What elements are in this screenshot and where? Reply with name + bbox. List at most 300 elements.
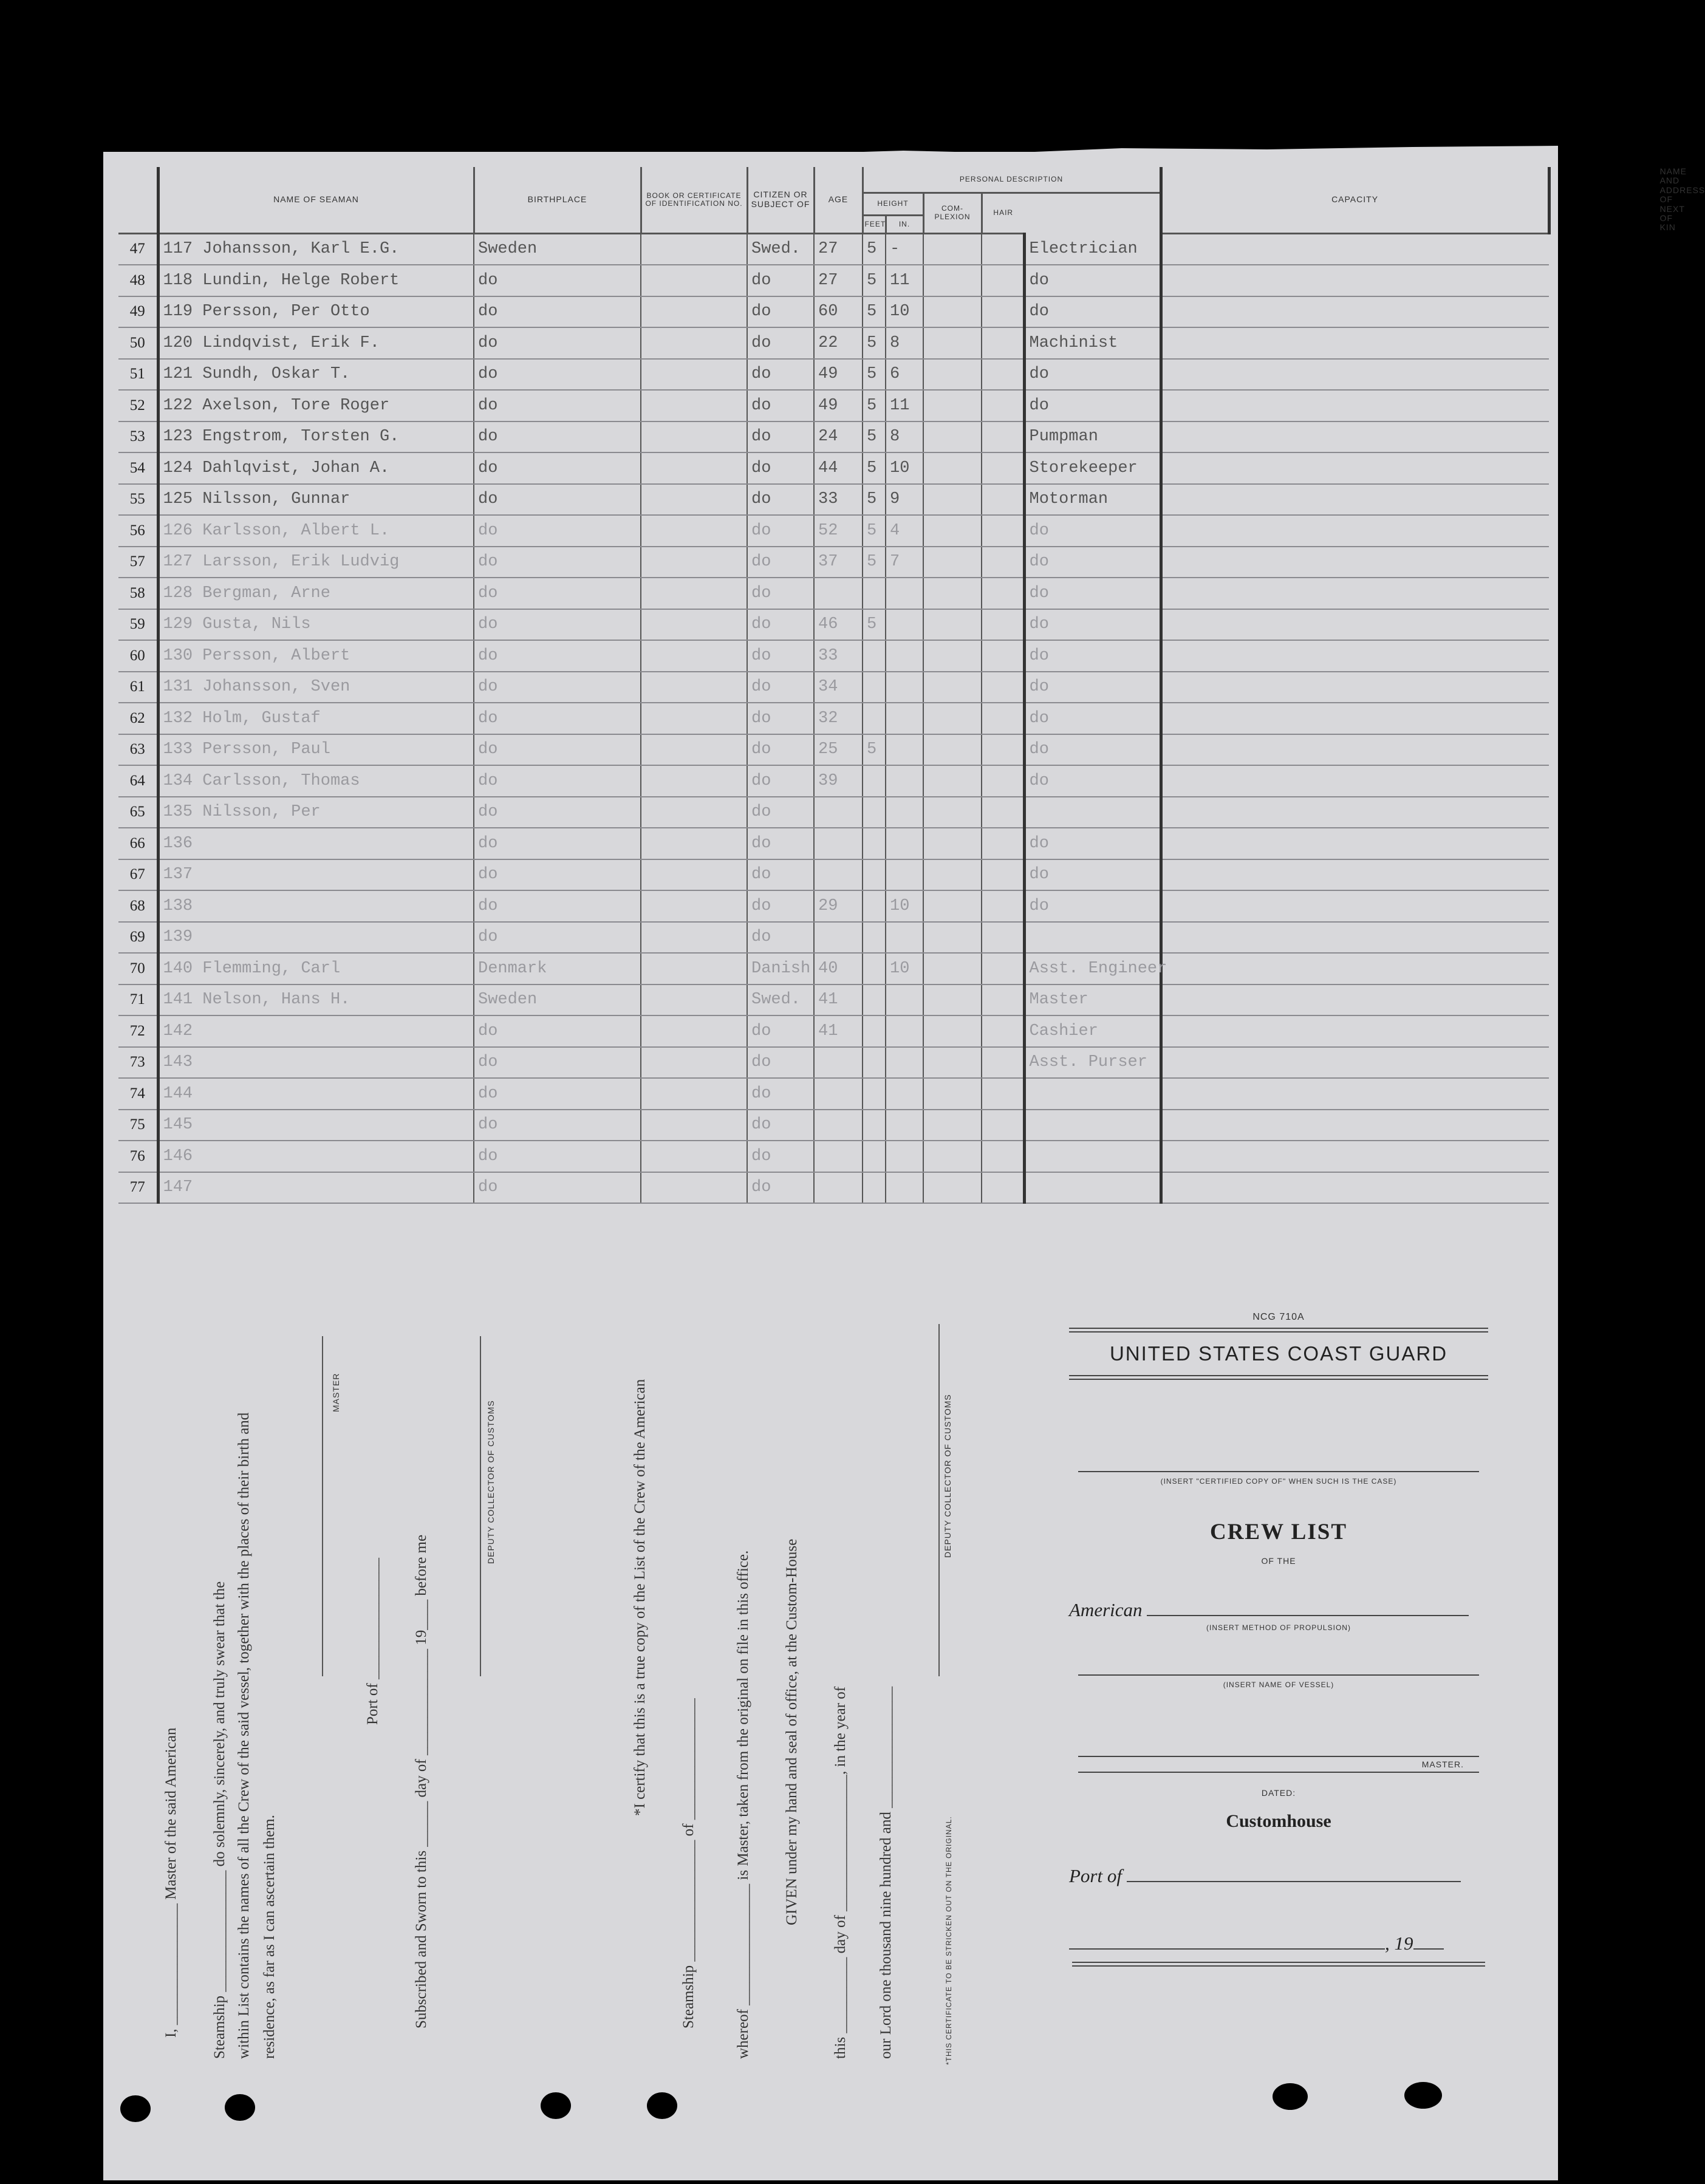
seaman-name: 125 Nilsson, Gunnar: [158, 484, 474, 516]
height-feet-cell: [863, 640, 886, 672]
table-row: [118, 327, 1549, 359]
citizen-cell: do: [747, 547, 814, 578]
certify-line-5: this __________ day of __________________, in the year of: [832, 1686, 849, 2059]
punch-hole: [120, 2095, 151, 2122]
table-row: [118, 484, 1549, 516]
age-cell: [814, 1047, 863, 1079]
height-feet-cell: [863, 1015, 886, 1047]
capacity-cell: Motorman: [1024, 484, 1161, 516]
age-cell: [814, 922, 863, 954]
hair-cell: [982, 515, 1024, 547]
age-cell: 27: [814, 265, 863, 296]
row-number: 56: [118, 515, 158, 547]
age-cell: 40: [814, 953, 863, 985]
row-number: 63: [118, 734, 158, 766]
table-row: [118, 828, 1549, 859]
height-inches-cell: 4: [886, 515, 923, 547]
capacity-cell: do: [1024, 734, 1161, 766]
punch-hole: [647, 2092, 677, 2119]
book-number-cell: [641, 859, 747, 891]
birthplace-cell: do: [474, 1047, 641, 1079]
capacity-cell: do: [1024, 547, 1161, 578]
seaman-name: 122 Axelson, Tore Roger: [158, 390, 474, 421]
complexion-cell: [923, 578, 982, 609]
complexion-cell: [923, 1078, 982, 1110]
table-row: [118, 1078, 1549, 1110]
year-label: , 19: [1385, 1933, 1413, 1954]
citizen-cell: do: [747, 452, 814, 484]
height-feet-cell: [863, 890, 886, 922]
deputy-label-1: DEPUTY COLLECTOR OF CUSTOMS: [486, 1400, 496, 1564]
table-row: [118, 1172, 1549, 1204]
certify-line-3: whereof ________________ is Master, taken from the original on file in this office.: [735, 1550, 751, 2059]
age-cell: 52: [814, 515, 863, 547]
height-feet-cell: 5: [863, 515, 886, 547]
table-row: [118, 1141, 1549, 1172]
height-inches-cell: [886, 797, 923, 828]
height-inches-cell: [886, 922, 923, 954]
seaman-name: 141 Nelson, Hans H.: [158, 985, 474, 1016]
capacity-cell: do: [1024, 672, 1161, 703]
height-feet-cell: [863, 922, 886, 954]
birthplace-cell: do: [474, 922, 641, 954]
age-cell: 60: [814, 296, 863, 328]
row-number: 51: [118, 359, 158, 391]
height-feet-cell: 5: [863, 734, 886, 766]
birthplace-cell: do: [474, 828, 641, 859]
customhouse-label: Customhouse: [1226, 1811, 1331, 1831]
complexion-cell: [923, 859, 982, 891]
punch-hole: [541, 2092, 571, 2119]
citizen-cell: do: [747, 1172, 814, 1204]
hair-cell: [982, 421, 1024, 453]
citizen-cell: do: [747, 734, 814, 766]
book-number-cell: [641, 672, 747, 703]
row-number: 68: [118, 890, 158, 922]
seaman-name: 118 Lundin, Helge Robert: [158, 265, 474, 296]
height-feet-cell: [863, 703, 886, 734]
capacity-cell: Pumpman: [1024, 421, 1161, 453]
height-feet-cell: [863, 953, 886, 985]
citizen-cell: do: [747, 1015, 814, 1047]
row-number: 67: [118, 859, 158, 891]
height-inches-cell: [886, 1110, 923, 1141]
seaman-name: 128 Bergman, Arne: [158, 578, 474, 609]
hair-cell: [982, 359, 1024, 391]
hair-cell: [982, 1110, 1024, 1141]
seaman-name: 117 Johansson, Karl E.G.: [158, 233, 474, 265]
capacity-cell: Master: [1024, 985, 1161, 1016]
seaman-name: 147: [158, 1172, 474, 1204]
capacity-cell: Asst. Purser: [1024, 1047, 1161, 1079]
book-number-cell: [641, 1172, 747, 1204]
row-number: 62: [118, 703, 158, 734]
header-feet: FEET: [863, 215, 886, 233]
book-number-cell: [641, 359, 747, 391]
seaman-name: 145: [158, 1110, 474, 1141]
hair-cell: [982, 1015, 1024, 1047]
hair-cell: [982, 672, 1024, 703]
height-feet-cell: 5: [863, 296, 886, 328]
cover-panel: [1069, 1312, 1488, 1967]
age-cell: [814, 578, 863, 609]
table-row: [118, 890, 1549, 922]
next-of-kin-cell: [1161, 672, 1549, 703]
complexion-cell: [923, 296, 982, 328]
next-of-kin-cell: [1161, 922, 1549, 954]
table-row: [118, 953, 1549, 985]
height-inches-cell: 8: [886, 327, 923, 359]
row-number: 72: [118, 1015, 158, 1047]
certify-line-4: GIVEN under my hand and seal of office, at the Custom-House: [784, 1538, 800, 1925]
height-inches-cell: [886, 1172, 923, 1204]
master-cover-label: MASTER.: [1421, 1759, 1464, 1769]
seaman-name: 146: [158, 1141, 474, 1172]
capacity-cell: [1024, 1172, 1161, 1204]
seaman-name: 123 Engstrom, Torsten G.: [158, 421, 474, 453]
sworn-line: Subscribed and Sworn to this ______ day of ______________ 19____ before me: [413, 1534, 429, 2029]
height-inches-cell: 7: [886, 547, 923, 578]
complexion-cell: [923, 640, 982, 672]
complexion-cell: [923, 797, 982, 828]
seaman-name: 129 Gusta, Nils: [158, 609, 474, 641]
capacity-cell: [1024, 1110, 1161, 1141]
seaman-name: 119 Persson, Per Otto: [158, 296, 474, 328]
hair-cell: [982, 578, 1024, 609]
table-row: [118, 578, 1549, 609]
height-feet-cell: [863, 828, 886, 859]
height-feet-cell: 5: [863, 233, 886, 265]
height-inches-cell: [886, 578, 923, 609]
row-number: 52: [118, 390, 158, 421]
header-capacity: CAPACITY: [1161, 167, 1549, 233]
complexion-cell: [923, 1110, 982, 1141]
capacity-cell: do: [1024, 703, 1161, 734]
book-number-cell: [641, 484, 747, 516]
height-feet-cell: 5: [863, 484, 886, 516]
birthplace-cell: do: [474, 421, 641, 453]
height-inches-cell: [886, 734, 923, 766]
table-row: [118, 421, 1549, 453]
next-of-kin-cell: [1161, 1141, 1549, 1172]
citizen-cell: do: [747, 640, 814, 672]
table-row: [118, 233, 1549, 265]
seaman-name: 126 Karlsson, Albert L.: [158, 515, 474, 547]
age-cell: 39: [814, 765, 863, 797]
citizen-cell: do: [747, 390, 814, 421]
height-inches-cell: 10: [886, 890, 923, 922]
complexion-cell: [923, 828, 982, 859]
next-of-kin-cell: [1161, 547, 1549, 578]
citizen-cell: do: [747, 515, 814, 547]
birthplace-cell: do: [474, 296, 641, 328]
birthplace-cell: do: [474, 1141, 641, 1172]
hair-cell: [982, 985, 1024, 1016]
capacity-cell: [1024, 922, 1161, 954]
book-number-cell: [641, 640, 747, 672]
height-feet-cell: 5: [863, 390, 886, 421]
complexion-cell: [923, 547, 982, 578]
complexion-cell: [923, 734, 982, 766]
book-number-cell: [641, 1110, 747, 1141]
next-of-kin-cell: [1161, 359, 1549, 391]
table-row: [118, 985, 1549, 1016]
certify-line-2: Steamship ________________ of ________________: [680, 1698, 697, 2029]
age-cell: 25: [814, 734, 863, 766]
height-inches-cell: [886, 640, 923, 672]
header-inches: IN.: [886, 215, 923, 233]
capacity-cell: Cashier: [1024, 1015, 1161, 1047]
crew-list-title: CREW LIST: [1209, 1520, 1348, 1544]
row-number: 54: [118, 452, 158, 484]
crew-table: NAME OF SEAMAN BIRTHPLACE BOOK OR CERTIFICATE OF IDENTIFICATION NO. CITIZEN OR SUBJECT OF AGE PERSONAL DESCRIPTION CAPACITY NAME AND ADDRESS OF NEXT OF KIN HEIGHT COM- PLEXION HAIR FEET IN. 47 117 Johansson, Karl E.G. Sweden Swed. 27 5 - Electrician 48 118 Lundin, Helge Robert do do 27 5 11 do 49 119 Persson, Per Otto do do 60 5 10 do 50 120 Lindqvist, Erik F. do do 22 5 8 Machinist 51 121 Sundh, Oskar T. do do 49 5 6 do 52 122 Axelson, Tore Roger do do 49 5 11 do 53 123 Engstrom, Torsten G. do do 24 5 8 Pumpman 54 124 Dahlqvist, Johan A. do do 44 5 10 Storekeeper 55 125 Nilsson, Gunnar do do 33 5 9 Motorman 56 126 Karlsson, Albert L. do do 52 5 4 do 57 127 Larsson, Erik Ludvig do do 37 5 7 do 58 128 Bergman, Arne do do do 59 129 Gusta, Nils do do 46 5 do 60 130 Persson, Albert do do 33 do 61 131 Johansson, Sven do do 34 do 62 132 Holm, Gustaf do do 32 do 63 133 Persson, Paul do do 25 5 do 64 134 Carlsson, Thomas do do 39 do 65 135 Nilsson, Per do do 66 136 do do do 67 137 do do do 68 138 do do 29 10 do 69 139 do do 70 140 Flemming, Carl Denmark Danish 40 10 Asst. Engineer 71 141 Nelson, Hans H. Sweden Swed. 41 Master 72 142 do do 41 Cashier 73 143 do do Asst. Purser 74 144 do do 75 145 do do 76 146 do do 77 147 do do: [118, 167, 1549, 1204]
next-of-kin-cell: [1161, 765, 1549, 797]
hair-cell: [982, 703, 1024, 734]
book-number-cell: [641, 390, 747, 421]
row-number: 53: [118, 421, 158, 453]
certified-note: (INSERT "CERTIFIED COPY OF" WHEN SUCH IS THE CASE): [1160, 1477, 1397, 1486]
birthplace-cell: do: [474, 452, 641, 484]
complexion-cell: [923, 1047, 982, 1079]
seaman-name: 131 Johansson, Sven: [158, 672, 474, 703]
capacity-cell: do: [1024, 890, 1161, 922]
complexion-cell: [923, 1015, 982, 1047]
birthplace-cell: do: [474, 1078, 641, 1110]
capacity-cell: do: [1024, 578, 1161, 609]
citizen-cell: do: [747, 1047, 814, 1079]
height-feet-cell: [863, 672, 886, 703]
row-number: 47: [118, 233, 158, 265]
next-of-kin-cell: [1161, 734, 1549, 766]
hair-cell: [982, 953, 1024, 985]
height-feet-cell: [863, 797, 886, 828]
seaman-name: 138: [158, 890, 474, 922]
book-number-cell: [641, 578, 747, 609]
book-number-cell: [641, 797, 747, 828]
next-of-kin-cell: [1161, 1172, 1549, 1204]
book-number-cell: [641, 515, 747, 547]
height-inches-cell: [886, 985, 923, 1016]
master-label: MASTER: [331, 1373, 341, 1412]
age-cell: 49: [814, 390, 863, 421]
row-number: 60: [118, 640, 158, 672]
citizen-cell: do: [747, 421, 814, 453]
birthplace-cell: do: [474, 1172, 641, 1204]
capacity-cell: do: [1024, 640, 1161, 672]
next-of-kin-cell: [1161, 703, 1549, 734]
row-number: 77: [118, 1172, 158, 1204]
hair-cell: [982, 922, 1024, 954]
deputy-signature-line-1: [480, 1336, 481, 1676]
age-cell: 41: [814, 1015, 863, 1047]
height-feet-cell: [863, 1172, 886, 1204]
next-of-kin-cell: [1161, 1047, 1549, 1079]
complexion-cell: [923, 953, 982, 985]
capacity-cell: Machinist: [1024, 327, 1161, 359]
complexion-cell: [923, 890, 982, 922]
birthplace-cell: do: [474, 515, 641, 547]
table-row: [118, 265, 1549, 296]
birthplace-cell: do: [474, 327, 641, 359]
age-cell: [814, 859, 863, 891]
height-feet-cell: 5: [863, 265, 886, 296]
complexion-cell: [923, 703, 982, 734]
deputy-signature-line-2: [938, 1324, 940, 1676]
row-number: 71: [118, 985, 158, 1016]
height-inches-cell: 9: [886, 484, 923, 516]
vessel-note: (INSERT NAME OF VESSEL): [1223, 1681, 1334, 1689]
book-number-cell: [641, 547, 747, 578]
book-number-cell: [641, 985, 747, 1016]
age-cell: 24: [814, 421, 863, 453]
book-number-cell: [641, 922, 747, 954]
capacity-cell: [1024, 797, 1161, 828]
seaman-name: 140 Flemming, Carl: [158, 953, 474, 985]
punch-hole: [225, 2094, 255, 2121]
age-cell: 29: [814, 890, 863, 922]
row-number: 75: [118, 1110, 158, 1141]
height-inches-cell: 10: [886, 296, 923, 328]
hair-cell: [982, 765, 1024, 797]
table-row: [118, 1047, 1549, 1079]
citizen-cell: Danish: [747, 953, 814, 985]
hair-cell: [982, 452, 1024, 484]
birthplace-cell: Sweden: [474, 985, 641, 1016]
row-number: 65: [118, 797, 158, 828]
birthplace-cell: do: [474, 359, 641, 391]
age-cell: [814, 1110, 863, 1141]
seaman-name: 136: [158, 828, 474, 859]
age-cell: 41: [814, 985, 863, 1016]
next-of-kin-cell: [1161, 233, 1549, 265]
book-number-cell: [641, 734, 747, 766]
age-cell: 49: [814, 359, 863, 391]
citizen-cell: Swed.: [747, 233, 814, 265]
deputy-label-2: DEPUTY COLLECTOR OF CUSTOMS: [943, 1394, 952, 1558]
book-number-cell: [641, 1078, 747, 1110]
header-personal: PERSONAL DESCRIPTION: [863, 167, 1161, 193]
citizen-cell: do: [747, 922, 814, 954]
table-row: [118, 1110, 1549, 1141]
book-number-cell: [641, 703, 747, 734]
height-inches-cell: 10: [886, 953, 923, 985]
table-row: [118, 452, 1549, 484]
table-row: [118, 922, 1549, 954]
complexion-cell: [923, 609, 982, 641]
citizen-cell: do: [747, 797, 814, 828]
height-feet-cell: [863, 1078, 886, 1110]
height-inches-cell: [886, 1141, 923, 1172]
birthplace-cell: do: [474, 797, 641, 828]
seaman-name: 144: [158, 1078, 474, 1110]
hair-cell: [982, 265, 1024, 296]
next-of-kin-cell: [1161, 390, 1549, 421]
citizen-cell: do: [747, 578, 814, 609]
capacity-cell: Storekeeper: [1024, 452, 1161, 484]
hair-cell: [982, 1047, 1024, 1079]
height-feet-cell: [863, 1110, 886, 1141]
age-cell: 37: [814, 547, 863, 578]
capacity-cell: [1024, 1078, 1161, 1110]
age-cell: [814, 828, 863, 859]
row-number: 49: [118, 296, 158, 328]
book-number-cell: [641, 609, 747, 641]
complexion-cell: [923, 1172, 982, 1204]
height-feet-cell: [863, 578, 886, 609]
next-of-kin-cell: [1161, 452, 1549, 484]
height-inches-cell: 11: [886, 390, 923, 421]
port-of-cover-label: Port of: [1069, 1865, 1122, 1886]
complexion-cell: [923, 327, 982, 359]
hair-cell: [982, 484, 1024, 516]
next-of-kin-cell: [1161, 797, 1549, 828]
row-number: 58: [118, 578, 158, 609]
complexion-cell: [923, 265, 982, 296]
citizen-cell: do: [747, 359, 814, 391]
complexion-cell: [923, 515, 982, 547]
capacity-cell: do: [1024, 390, 1161, 421]
complexion-cell: [923, 985, 982, 1016]
citizen-cell: do: [747, 484, 814, 516]
height-inches-cell: [886, 1015, 923, 1047]
birthplace-cell: do: [474, 547, 641, 578]
next-of-kin-cell: [1161, 484, 1549, 516]
citizen-cell: do: [747, 1078, 814, 1110]
complexion-cell: [923, 484, 982, 516]
seaman-name: 130 Persson, Albert: [158, 640, 474, 672]
hair-cell: [982, 547, 1024, 578]
birthplace-cell: do: [474, 703, 641, 734]
birthplace-cell: do: [474, 640, 641, 672]
book-number-cell: [641, 1047, 747, 1079]
seaman-name: 135 Nilsson, Per: [158, 797, 474, 828]
next-of-kin-cell: [1161, 859, 1549, 891]
age-cell: 22: [814, 327, 863, 359]
seaman-name: 139: [158, 922, 474, 954]
seaman-name: 121 Sundh, Oskar T.: [158, 359, 474, 391]
birthplace-cell: do: [474, 390, 641, 421]
height-feet-cell: 5: [863, 359, 886, 391]
row-number: 70: [118, 953, 158, 985]
table-row: [118, 609, 1549, 641]
citizen-cell: do: [747, 765, 814, 797]
next-of-kin-cell: [1161, 640, 1549, 672]
capacity-cell: do: [1024, 296, 1161, 328]
book-number-cell: [641, 828, 747, 859]
next-of-kin-cell: [1161, 296, 1549, 328]
hair-cell: [982, 797, 1024, 828]
hair-cell: [982, 327, 1024, 359]
seaman-name: 124 Dahlqvist, Johan A.: [158, 452, 474, 484]
table-row: [118, 672, 1549, 703]
age-cell: 44: [814, 452, 863, 484]
hair-cell: [982, 859, 1024, 891]
seaman-name: 127 Larsson, Erik Ludvig: [158, 547, 474, 578]
book-number-cell: [641, 421, 747, 453]
citizen-cell: Swed.: [747, 985, 814, 1016]
row-number: 57: [118, 547, 158, 578]
height-feet-cell: 5: [863, 421, 886, 453]
height-inches-cell: [886, 609, 923, 641]
age-cell: 46: [814, 609, 863, 641]
birthplace-cell: do: [474, 734, 641, 766]
height-inches-cell: [886, 828, 923, 859]
citizen-cell: do: [747, 327, 814, 359]
hair-cell: [982, 1078, 1024, 1110]
citizen-cell: do: [747, 265, 814, 296]
height-feet-cell: [863, 859, 886, 891]
row-number: 48: [118, 265, 158, 296]
